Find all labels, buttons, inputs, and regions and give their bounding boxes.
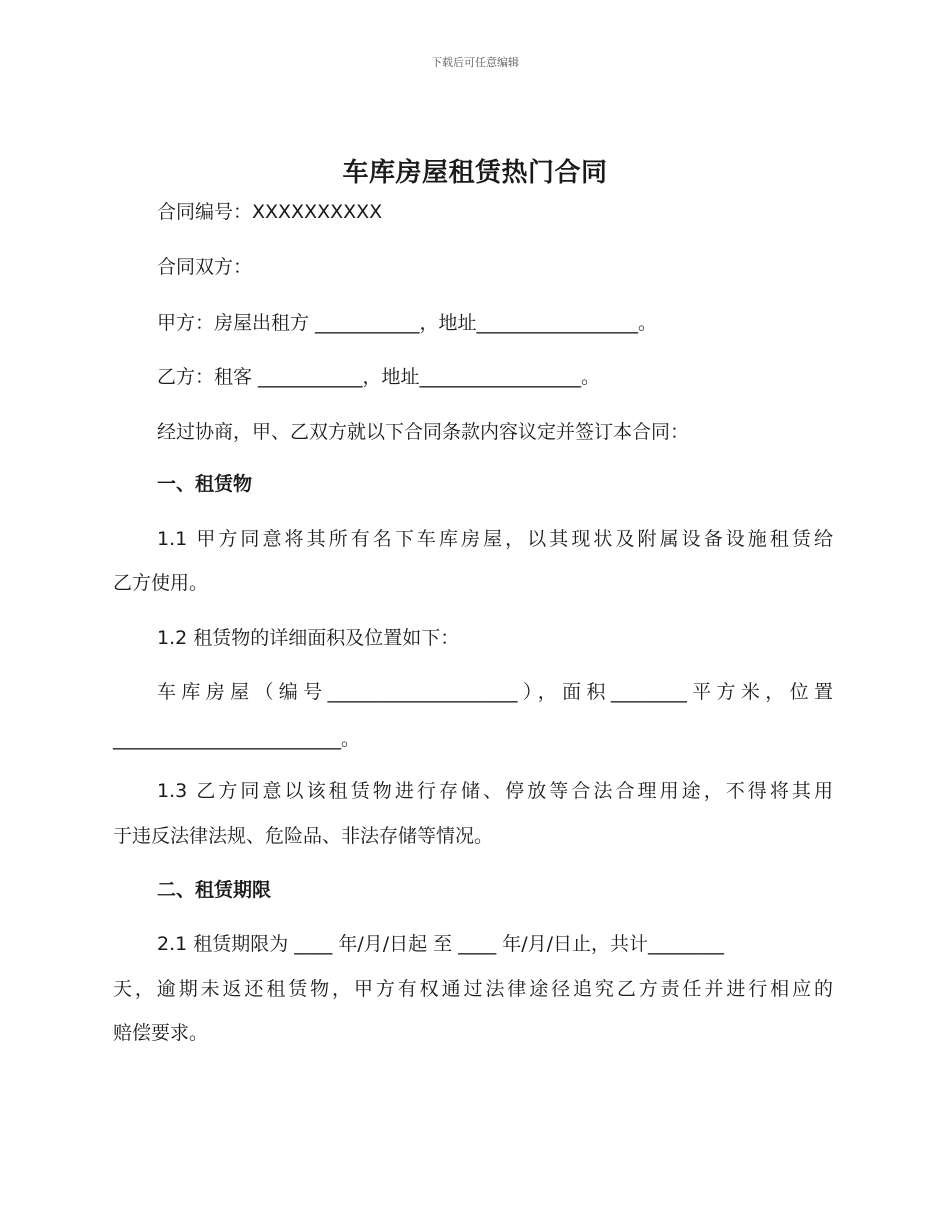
contract-number-line: 合同编号：XXXXXXXXXX bbox=[157, 201, 383, 223]
party-a-line: 甲方：房屋出租方 ___________，地址_________________。 bbox=[157, 312, 658, 334]
clause-1-3-line-2: 于违反法律法规、危险品、非法存储等情况。 bbox=[113, 825, 494, 847]
clause-2-1-line-2: 天，逾期未返还租赁物，甲方有权通过法律途径追究乙方责任并进行相应的 bbox=[113, 978, 833, 1000]
garage-details-line-2: ________________________。 bbox=[113, 728, 361, 750]
clause-2-1-line-3: 赔偿要求。 bbox=[113, 1022, 209, 1044]
page-header-note: 下载后可任意编辑 bbox=[431, 56, 519, 69]
contract-parties-label: 合同双方： bbox=[157, 256, 253, 278]
party-b-line: 乙方：租客 ___________，地址_________________。 bbox=[157, 366, 601, 388]
clause-1-1-line-1: 1.1 甲方同意将其所有名下车库房屋，以其现状及附属设备设施租赁给 bbox=[157, 528, 833, 550]
clause-2-1-line-1: 2.1 租赁期限为 ____ 年/月/日起 至 ____ 年/月/日止，共计________ bbox=[157, 933, 725, 955]
garage-details-line-1: 车库房屋（编号____________________），面积________平方米，位置 bbox=[157, 681, 833, 703]
clause-1-1-line-2: 乙方使用。 bbox=[113, 572, 209, 594]
preamble-line: 经过协商，甲、乙双方就以下合同条款内容议定并签订本合同： bbox=[157, 421, 690, 443]
section-heading-lease-term: 二、租赁期限 bbox=[157, 879, 272, 901]
document-title: 车库房屋租赁热门合同 bbox=[342, 158, 608, 188]
section-heading-lease-object: 一、租赁物 bbox=[157, 473, 253, 495]
clause-1-2-line: 1.2 租赁物的详细面积及位置如下： bbox=[157, 627, 460, 649]
clause-1-3-line-1: 1.3 乙方同意以该租赁物进行存储、停放等合法合理用途，不得将其用 bbox=[157, 780, 833, 802]
